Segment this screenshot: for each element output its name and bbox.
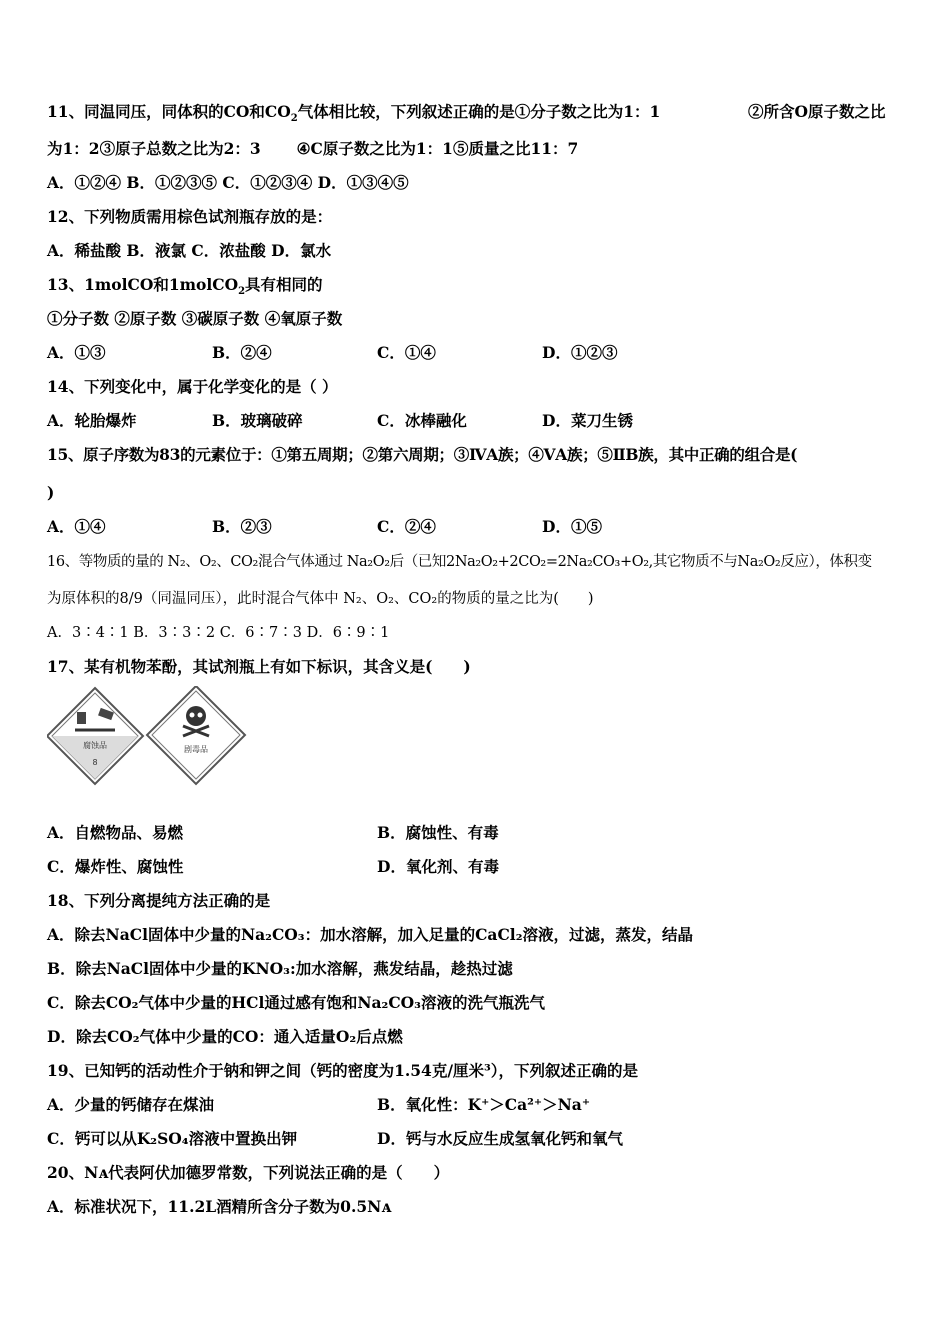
q18-opt-c: C．除去CO₂气体中少量的HCl通过感有饱和Na₂CO₃溶液的洗气瓶洗气 bbox=[47, 993, 545, 1012]
q18-opt-a: A．除去NaCl固体中少量的Na₂CO₃：加水溶解，加入足量的CaCl₂溶液，过滤，蒸发，结晶 bbox=[47, 925, 693, 944]
q14-opt-c: C．冰棒融化 bbox=[377, 411, 467, 430]
q14-stem: 14、下列变化中，属于化学变化的是（ ） bbox=[47, 377, 338, 396]
q15-opt-a: A．①④ bbox=[47, 517, 106, 536]
q11-text-a: 11、同温同压，同体积的CO和CO bbox=[47, 102, 291, 121]
q18-stem: 18、下列分离提纯方法正确的是 bbox=[47, 891, 271, 910]
q13-stem bbox=[47, 275, 323, 298]
q11-line1 bbox=[47, 102, 661, 125]
q13-stem-b: 具有相同的 bbox=[245, 275, 323, 294]
q19-opt-c: C．钙可以从K₂SO₄溶液中置换出钾 bbox=[47, 1129, 298, 1148]
q19-opt-b: B．氧化性：K⁺＞Ca²⁺＞Na⁺ bbox=[377, 1095, 590, 1114]
q16-options: A．3∶4∶1 B．3∶3∶2 C．6∶7∶3 D．6∶9∶1 bbox=[47, 625, 390, 641]
corrosive-label: 腐蚀品 bbox=[83, 741, 107, 750]
q12-stem: 12、下列物质需用棕色试剂瓶存放的是： bbox=[47, 207, 333, 226]
q20-opt-a: A．标准状况下，11.2L酒精所含分子数为0.5Nᴀ bbox=[47, 1197, 392, 1216]
q19-opt-a: A．少量的钙储存在煤油 bbox=[47, 1095, 215, 1114]
hazard-signs bbox=[47, 686, 247, 786]
corrosive-class: 8 bbox=[92, 758, 98, 767]
q14-opt-b: B．玻璃破碎 bbox=[212, 411, 303, 430]
q17-opt-d: D．氧化剂、有毒 bbox=[377, 857, 499, 876]
q13-opt-c: C．①④ bbox=[377, 343, 436, 362]
q13-stem-a: 13、1molCO和1molCO bbox=[47, 275, 239, 294]
q11-options: A．①②④ B．①②③⑤ C．①②③④ D．①③④⑤ bbox=[47, 173, 409, 192]
q15-opt-d: D．①⑤ bbox=[542, 517, 602, 536]
q13-sub: 2 bbox=[238, 286, 246, 298]
q16-line2: 为原体积的8/9（同温同压），此时混合气体中 N₂、O₂、CO₂的物质的量之比为( ) bbox=[47, 591, 594, 607]
q12-options: A．稀盐酸 B．液氯 C．浓盐酸 D．氯水 bbox=[47, 241, 332, 260]
q11-line1-right: ②所含O原子数之比 bbox=[748, 102, 886, 121]
q13-opt-a: A．①③ bbox=[47, 343, 106, 362]
q17-opt-a: A．自燃物品、易燃 bbox=[47, 823, 184, 842]
q15-opt-c: C．②④ bbox=[377, 517, 436, 536]
q18-opt-b: B．除去NaCl固体中少量的KNO₃:加水溶解，燕发结晶，趁热过滤 bbox=[47, 959, 513, 978]
q15-stem-end: ) bbox=[47, 483, 55, 502]
q11-sub: 2 bbox=[290, 113, 298, 125]
corrosive-sign-icon bbox=[47, 688, 143, 784]
q13-opt-b: B．②④ bbox=[212, 343, 272, 362]
q11-text-b: 气体相比较，下列叙述正确的是①分子数之比为1：1 bbox=[297, 102, 661, 121]
q19-opt-d: D．钙与水反应生成氢氧化钙和氧气 bbox=[377, 1129, 623, 1148]
q14-opt-a: A．轮胎爆炸 bbox=[47, 411, 137, 430]
toxic-label: 剧毒品 bbox=[184, 745, 208, 754]
q16-line1: 16、等物质的量的 N₂、O₂、CO₂混合气体通过 Na₂O₂后（已知2Na₂O₂+2CO₂=2Na₂CO₃+O₂,其它物质不与Na₂O₂反应），体积变 bbox=[47, 554, 872, 570]
q20-stem: 20、Nᴀ代表阿伏加德罗常数，下列说法正确的是（ ） bbox=[47, 1163, 450, 1182]
q17-opt-c: C．爆炸性、腐蚀性 bbox=[47, 857, 184, 876]
q11-text-d: ④C原子数之比为1：1⑤质量之比11：7 bbox=[296, 139, 579, 158]
q15-opt-b: B．②③ bbox=[212, 517, 272, 536]
toxic-sign-icon bbox=[147, 686, 245, 784]
q18-opt-d: D．除去CO₂气体中少量的CO：通入适量O₂后点燃 bbox=[47, 1027, 403, 1046]
q17-stem: 17、某有机物苯酚，其试剂瓶上有如下标识，其含义是( ) bbox=[47, 657, 471, 676]
q13-items: ①分子数 ②原子数 ③碳原子数 ④氧原子数 bbox=[47, 309, 343, 328]
q14-opt-d: D．菜刀生锈 bbox=[542, 411, 633, 430]
q13-opt-d: D．①②③ bbox=[542, 343, 618, 362]
q17-opt-b: B．腐蚀性、有毒 bbox=[377, 823, 499, 842]
q15-stem: 15、原子序数为83的元素位于：①第五周期；②第六周期；③ⅣA族；④ⅤA族；⑤ⅡB族，其中正确的组合是( bbox=[47, 445, 798, 464]
q19-stem: 19、已知钙的活动性介于钠和钾之间（钙的密度为1.54克/厘米³），下列叙述正确的是 bbox=[47, 1061, 639, 1080]
q11-line2 bbox=[47, 139, 578, 159]
q11-text-c: 为1：2③原子总数之比为2：3 bbox=[47, 139, 261, 158]
